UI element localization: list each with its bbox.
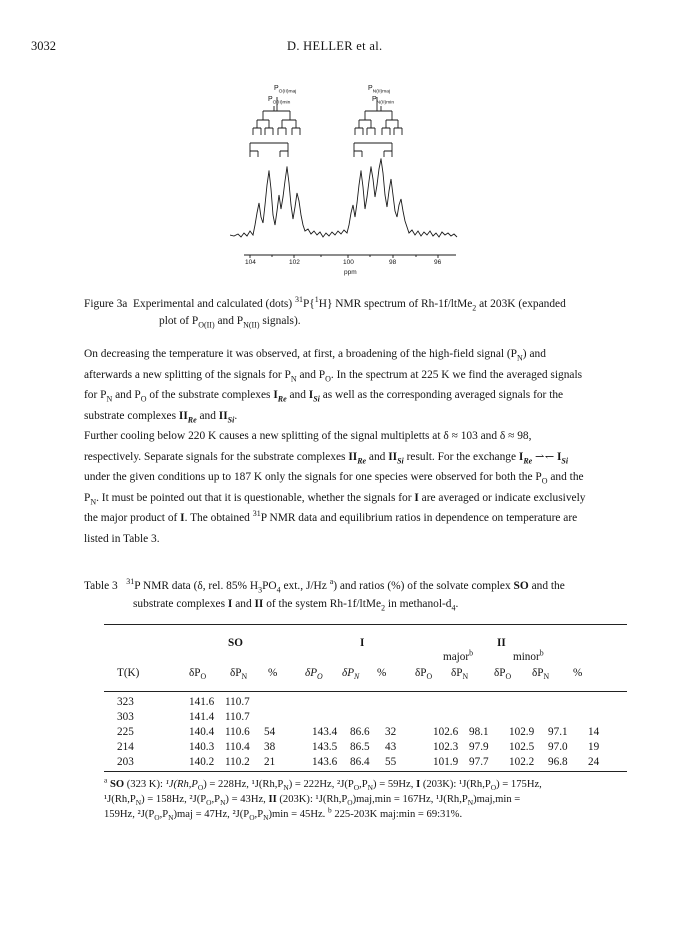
table-caption-label: Table 3 [84, 580, 118, 592]
nmr-spectrum-figure [230, 85, 480, 280]
spectrum-plot [230, 85, 480, 280]
tick-100: 100 [343, 259, 354, 266]
header-major: major$^b$ [443, 648, 474, 663]
table-footnote: $^a$ SO (323 K): $^1J(Rh,P_O) = 228Hz$, $^1J(Rh,P_N) = 222Hz$, $^2J(P_O,P_N) = 59Hz$, I (203K): $^1J(Rh,P_O) = 175Hz$, $^1J(Rh,P_N) = 158Hz$, $^2J(P_O,P_N) = 43Hz$, II (203K): $^1J(Rh,P_O)maj,\min = 167Hz$, $^1J(Rh,P_N)maj,\min$ = 159Hz, $^2J(P_O,P_N)maj = 47Hz$, $^2J(P_O,P_N)\min = 45Hz$. $^b$ 225-203K maj:min = 69:31%. [104, 775, 542, 823]
page-number: 3032 [31, 39, 56, 53]
nmr-data-table [117, 694, 608, 769]
figure-caption: Figure 3a Experimental and calculated (dots) $^{31}$P{$^1$H} NMR spectrum of Rh-1f/ltMe$_2$ at 203K (expanded [84, 295, 566, 313]
table-top-rule [104, 624, 627, 625]
label-pn-min: $P_{N(II)min}$ [372, 96, 395, 106]
table-row: 225 140.4 110.6 54 143.4 86.6 32 102.6 98.1 102.9 97.1 14 [117, 725, 600, 738]
figure-caption-line2: plot of $P_{O(II)}$ and $P_{N(II)}$ signals). [159, 315, 301, 330]
col-ii-pct: % [573, 667, 583, 679]
table-header-rule [104, 691, 627, 692]
table-bottom-rule [104, 771, 627, 772]
tick-98: 98 [389, 259, 397, 266]
table-row: 203 140.2 110.2 21 143.6 86.4 55 101.9 97.7 102.2 96.8 24 [117, 755, 600, 768]
col-i-pct: % [377, 667, 387, 679]
table-caption: Table 3 $^{31}$P NMR data (δ, rel. 85% $H_3PO_4$ ext., J/Hz $^a$) and ratios (%) of the solvate complex SO and the [84, 577, 565, 595]
running-title: D. HELLER et al. [287, 39, 383, 53]
paragraph-1: On decreasing the temperature it was observed, at first, a broadening of the high-field signal $(P_N)$ and afterwards a new splitting of the signals for $P_N$ and $P_O$. In the spectrum at 225 K we find the averaged signals for $P_N$ and $P_O$ of the substrate complexes $I_{Re}$ and $I_{Si}$ as well as the corresponding averaged signals for the substrate complexes $II_{Re}$ and $II_{Si}$. [84, 348, 583, 424]
table-caption-line2: substrate complexes I and II of the system Rh-1f/ltMe$_2$ in methanol-$d_4$. [133, 598, 459, 613]
col-i-dpn: $\delta P_N$ [342, 667, 360, 682]
col-maj-dpn: $\delta P_N$ [451, 667, 469, 682]
header-i: I [360, 637, 365, 649]
col-i-dpo: $\delta P_O$ [305, 667, 323, 682]
col-so-dpn: $\delta P_N$ [230, 667, 248, 682]
figure-caption-label: Figure 3a [84, 298, 128, 310]
table-row: 303 141.4 110.7 [117, 710, 250, 723]
label-pn-maj: $P_{N(II)maj}$ [368, 85, 391, 95]
header-so: SO [228, 637, 243, 649]
paragraph-2: Further cooling below 220 K causes a new splitting of the signal multipletts at δ ≈ 103 and δ ≈ 98, respectively. Separate signals for the substrate complexes $II_{Re}$ and $II_{Si}$ result. For the exchange $I_{Re}$ ⇀↽ $I_{Si}$ under the given conditions up to 187 K only the signals for one species were observed for both the $P_O$ and the $P_N$. It must be pointed out that it is questionable, whether the signals for I are averaged or indicate exclusively the major product of I. The obtained $^{31}$P NMR data and equilibrium ratios in dependence on temperature are listed in Table 3. [84, 430, 586, 545]
col-min-dpn: $\delta P_N$ [532, 667, 550, 682]
col-temperature: T(K) [117, 667, 140, 679]
table-row: 323 141.6 110.7 [117, 695, 250, 708]
col-min-dpo: $\delta P_O$ [494, 667, 512, 682]
header-minor: minor$^b$ [513, 648, 544, 663]
col-so-dpo: $\delta P_O$ [189, 667, 207, 682]
col-maj-dpo: $\delta P_O$ [415, 667, 433, 682]
col-so-pct: % [268, 667, 278, 679]
tick-104: 104 [245, 259, 256, 266]
label-po-min: $P_{O(II)min}$ [268, 96, 291, 106]
axis-unit: ppm [344, 269, 357, 276]
table-row: 214 140.3 110.4 38 143.5 86.5 43 102.3 97.9 102.5 97.0 19 [117, 740, 600, 753]
label-po-maj: $P_{O(II)maj}$ [274, 85, 297, 95]
tick-96: 96 [434, 259, 442, 266]
header-ii: II [497, 637, 506, 649]
tick-102: 102 [289, 259, 300, 266]
